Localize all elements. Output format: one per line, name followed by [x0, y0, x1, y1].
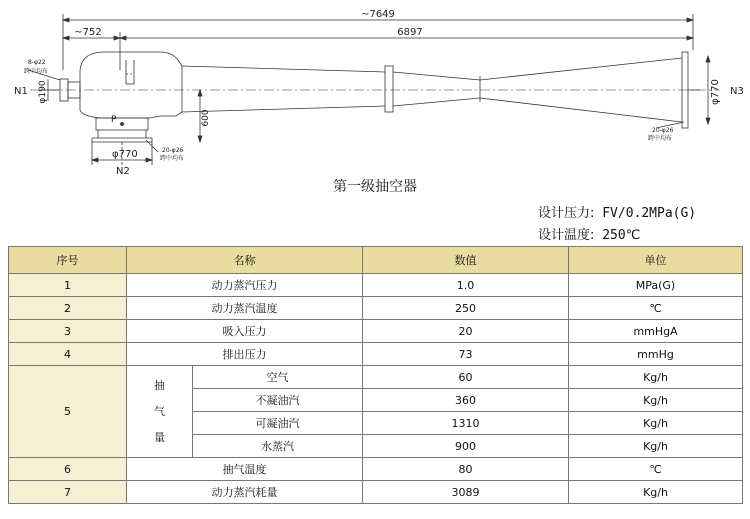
row-unit: Kg/h: [569, 389, 743, 412]
row-value: 3089: [363, 481, 569, 504]
row-value: 20: [363, 320, 569, 343]
n3-span-note: 跨中均布: [648, 135, 673, 142]
row-category: [127, 366, 193, 458]
row-name: 动力蒸汽温度: [127, 297, 363, 320]
header-value: 数值: [363, 247, 569, 274]
row-name: 水蒸汽: [193, 435, 363, 458]
table-row: [9, 297, 743, 320]
parameter-table: [8, 246, 743, 504]
dim-overall: ~7649: [361, 9, 395, 20]
nozzle-p: P: [111, 115, 117, 125]
row-name: 动力蒸汽耗量: [127, 481, 363, 504]
header-no: 序号: [9, 247, 127, 274]
row-no: 3: [9, 320, 127, 343]
table-row: [9, 320, 743, 343]
row-name: 吸入压力: [127, 320, 363, 343]
category-char: 量: [154, 430, 165, 444]
ejector-drawing: [0, 0, 750, 175]
row-no: 2: [9, 297, 127, 320]
row-no: 1: [9, 274, 127, 297]
drawing-caption: 第一级抽空器: [333, 179, 417, 195]
nozzle-n1: N1: [14, 86, 28, 97]
design-pressure: [538, 202, 696, 221]
row-value: 60: [363, 366, 569, 389]
row-unit: mmHgA: [569, 320, 743, 343]
row-value: 900: [363, 435, 569, 458]
design-pressure-label: 设计压力:: [538, 206, 595, 221]
row-unit: MPa(G): [569, 274, 743, 297]
category-char: 气: [154, 404, 165, 418]
dim-base-dia: φ770: [112, 149, 138, 160]
row-value: 250: [363, 297, 569, 320]
row-unit: Kg/h: [569, 481, 743, 504]
nozzle-n2: N2: [116, 166, 130, 175]
design-temperature: [538, 224, 640, 243]
row-value: 80: [363, 458, 569, 481]
design-pressure-value: FV/0.2MPa(G): [602, 206, 697, 221]
row-unit: Kg/h: [569, 412, 743, 435]
row-name: 可凝油汽: [193, 412, 363, 435]
row-value: 1310: [363, 412, 569, 435]
dim-main: 6897: [397, 27, 423, 38]
row-name: 不凝油汽: [193, 389, 363, 412]
header-name: 名称: [127, 247, 363, 274]
table-row: [9, 343, 743, 366]
dim-left: ~752: [74, 27, 102, 38]
row-no: 5: [9, 366, 127, 458]
header-unit: 单位: [569, 247, 743, 274]
row-name: 排出压力: [127, 343, 363, 366]
design-temperature-value: 250℃: [602, 228, 641, 243]
dim-outlet-dia: φ770: [710, 79, 721, 105]
design-temperature-label: 设计温度:: [538, 228, 595, 243]
row-no: 6: [9, 458, 127, 481]
row-name: 动力蒸汽压力: [127, 274, 363, 297]
dim-inlet-dia: φ190: [38, 80, 48, 104]
row-no: 4: [9, 343, 127, 366]
row-unit: ℃: [569, 458, 743, 481]
row-value: 1.0: [363, 274, 569, 297]
n1-span-note: 跨中均布: [24, 68, 49, 75]
table-row: [9, 366, 743, 389]
n2-bolt-note: 20-φ26: [162, 147, 184, 154]
nozzle-n3: N3: [730, 86, 744, 97]
table-header-row: [9, 247, 743, 274]
row-no: 7: [9, 481, 127, 504]
row-value: 360: [363, 389, 569, 412]
row-unit: Kg/h: [569, 366, 743, 389]
category-char: 抽: [154, 378, 165, 392]
row-unit: Kg/h: [569, 435, 743, 458]
dim-height: 600: [201, 109, 211, 127]
row-name: 空气: [193, 366, 363, 389]
table-row: [9, 458, 743, 481]
n1-bolt-note: 8-φ22: [28, 59, 46, 66]
row-unit: mmHg: [569, 343, 743, 366]
n3-bolt-note: 20-φ26: [652, 127, 674, 134]
n2-span-note: 跨中均布: [160, 155, 185, 162]
row-name: 抽气温度: [127, 458, 363, 481]
table-row: [9, 481, 743, 504]
row-value: 73: [363, 343, 569, 366]
table-row: [9, 274, 743, 297]
row-unit: ℃: [569, 297, 743, 320]
